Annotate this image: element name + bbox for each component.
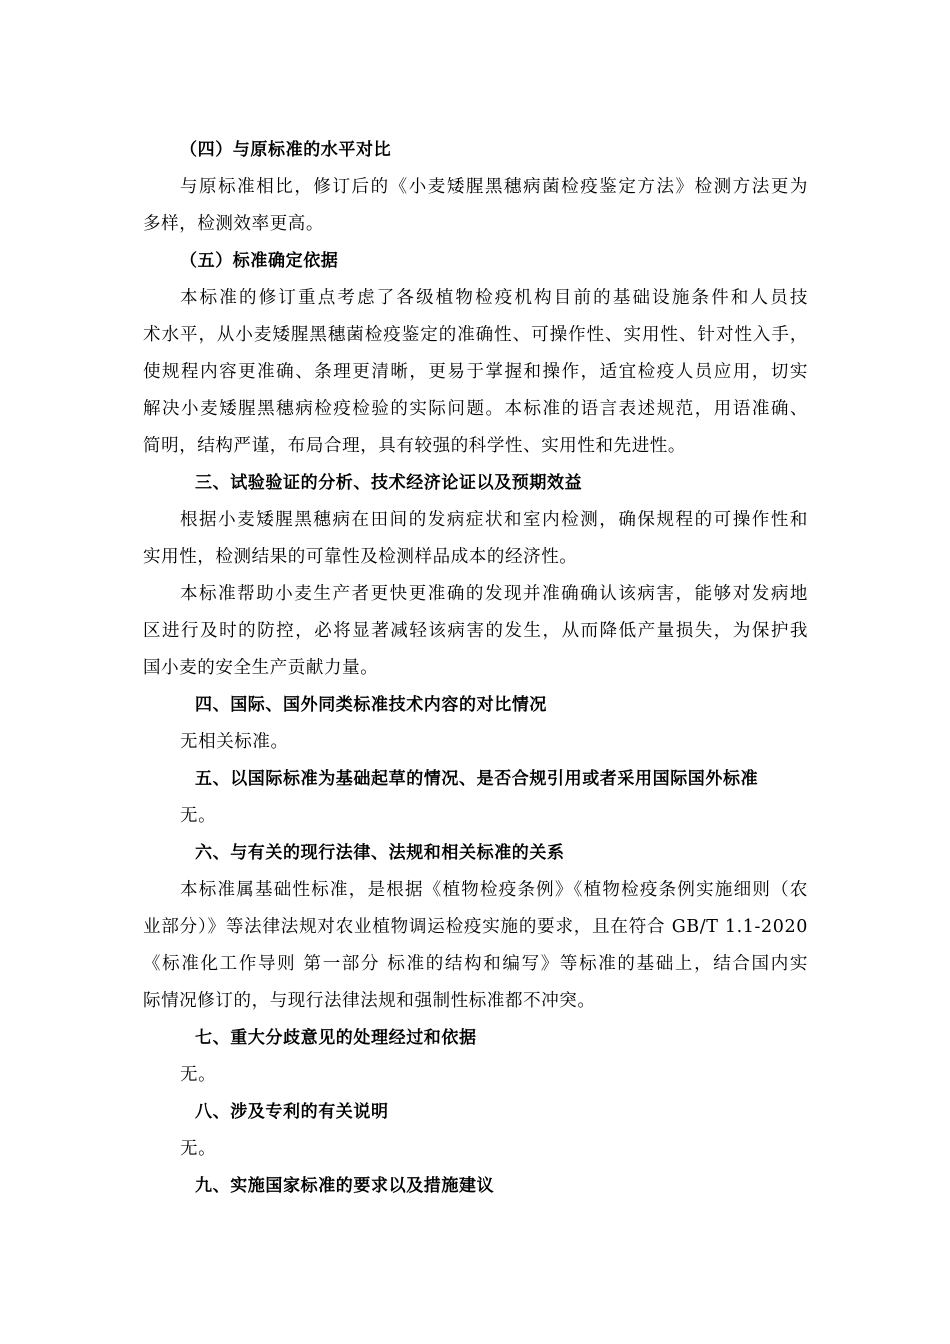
document-body — [143, 132, 808, 1205]
paragraph-line: 无。 — [180, 1065, 217, 1085]
paragraph-line: 本标准帮助小麦生产者更快更准确的发现并准确确认该病害，能够对发病地 — [180, 584, 808, 604]
paragraph-line: 无。 — [180, 1139, 217, 1159]
paragraph-line: 简明，结构严谨，布局合理，具有较强的科学性、实用性和先进性。 — [143, 436, 686, 456]
paragraph-line: 区进行及时的防控，必将显著减轻该病害的发生，从而降低产量损失，为保护我 — [143, 621, 808, 641]
paragraph-line: 国小麦的安全生产贡献力量。 — [143, 658, 379, 678]
section-heading-5-basis: （五）标准确定依据 — [180, 251, 339, 271]
paragraph-line: 本标准的修订重点考虑了各级植物检疫机构目前的基础设施条件和人员技 — [180, 288, 808, 308]
paragraph-line: 际情况修订的，与现行法律法规和强制性标准都不冲突。 — [143, 991, 596, 1011]
paragraph-line: 使规程内容更准确、条理更清晰，更易于掌握和操作，适宜检疫人员应用，切实 — [143, 362, 808, 382]
paragraph-line: 术水平，从小麦矮腥黑穗菌检疫鉴定的准确性、可操作性、实用性、针对性入手， — [143, 325, 808, 345]
section-heading-5-adoption: 五、以国际标准为基础起草的情况、是否合规引用或者采用国际国外标准 — [195, 769, 759, 789]
paragraph-line: 与原标准相比，修订后的《小麦矮腥黑穗病菌检疫鉴定方法》检测方法更为 — [180, 177, 808, 197]
paragraph-line: 无。 — [180, 806, 217, 826]
paragraph-line: 多样，检测效率更高。 — [143, 214, 324, 234]
section-heading-3-verification: 三、试验验证的分析、技术经济论证以及预期效益 — [195, 473, 583, 493]
paragraph-line: 《标准化工作导则 第一部分 标准的结构和编写》等标准的基础上，结合国内实 — [143, 954, 808, 974]
paragraph-line: 根据小麦矮腥黑穗病在田间的发病症状和室内检测，确保规程的可操作性和 — [180, 510, 808, 530]
section-heading-8-patents: 八、涉及专利的有关说明 — [195, 1102, 389, 1122]
section-heading-4-comparison: （四）与原标准的水平对比 — [180, 140, 392, 160]
section-heading-7-disputes: 七、重大分歧意见的处理经过和依据 — [195, 1028, 477, 1048]
section-heading-4-international: 四、国际、国外同类标准技术内容的对比情况 — [195, 695, 547, 715]
paragraph-line: 本标准属基础性标准，是根据《植物检疫条例》《植物检疫条例实施细则（农 — [180, 880, 808, 900]
section-heading-6-laws: 六、与有关的现行法律、法规和相关标准的关系 — [195, 843, 565, 863]
paragraph-line: 业部分）》等法律法规对农业植物调运检疫实施的要求，且在符合 GB/T 1.1-2020 — [143, 917, 808, 937]
paragraph-line: 实用性，检测结果的可靠性及检测样品成本的经济性。 — [143, 547, 578, 567]
paragraph-line: 无相关标准。 — [180, 732, 289, 752]
paragraph-line: 解决小麦矮腥黑穗病检疫检验的实际问题。本标准的语言表述规范，用语准确、 — [143, 399, 808, 419]
section-heading-9-implementation: 九、实施国家标准的要求以及措施建议 — [195, 1176, 495, 1196]
